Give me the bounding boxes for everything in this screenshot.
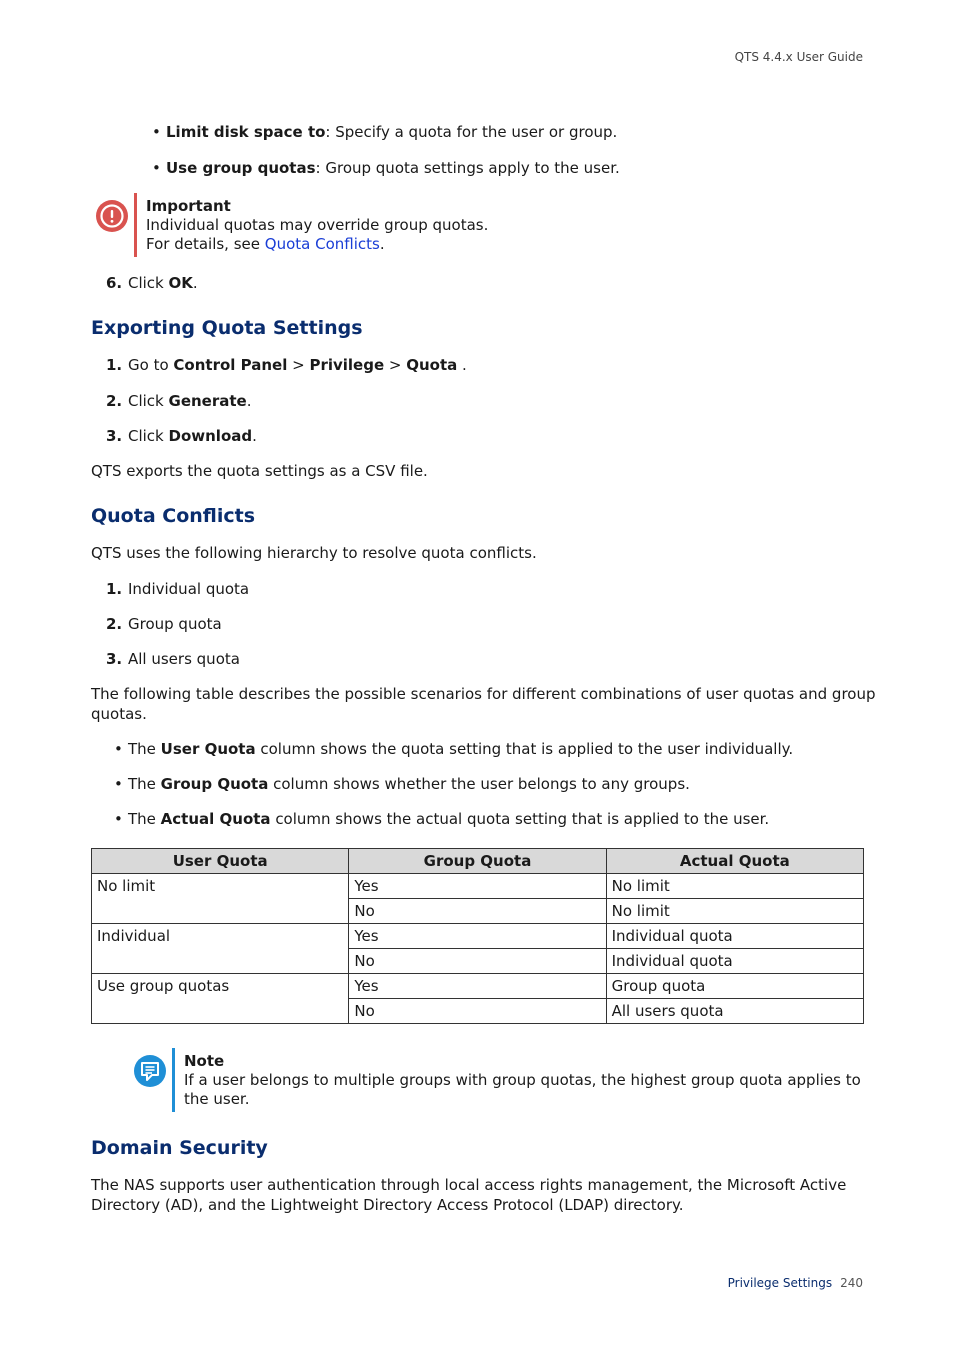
- bullet-text: : Group quota settings apply to the user.: [315, 159, 620, 177]
- table-row: [92, 924, 864, 949]
- bullet-term: Group Quota: [160, 775, 269, 793]
- step-number: 2.: [106, 392, 123, 410]
- note-title: Note: [184, 1052, 225, 1070]
- privilege-label: Privilege: [309, 356, 385, 374]
- table-intro-line: quotas.: [91, 705, 147, 723]
- step-bold: Download: [168, 427, 253, 445]
- important-line1: Individual quotas may override group quotas.: [146, 216, 489, 234]
- step-6: [106, 273, 198, 293]
- actual-quota-cell: Group quota: [606, 974, 863, 999]
- important-title: Important: [146, 197, 231, 215]
- domain-paragraph: [91, 1175, 846, 1215]
- group-quota-cell: Yes: [349, 974, 606, 999]
- step-text: Click: [128, 392, 169, 410]
- column-header-actual-quota: Actual Quota: [606, 849, 863, 874]
- group-quota-cell: No: [349, 999, 606, 1024]
- domain-line: The NAS supports user authentication through local access rights management, the Microsoft Active: [91, 1176, 847, 1194]
- note-line2: the user.: [184, 1090, 250, 1108]
- table-header-row: [92, 849, 864, 874]
- quota-label: Quota: [406, 356, 458, 374]
- bullet-prefix: The: [128, 740, 161, 758]
- group-quota-cell: Yes: [349, 924, 606, 949]
- step-number: 2.: [106, 615, 123, 633]
- bullet-text: : Specify a quota for the user or group.: [325, 123, 618, 141]
- bullet-term: Use group quotas: [166, 159, 316, 177]
- note-line1: If a user belongs to multiple groups with group quotas, the highest group quota applies to: [184, 1071, 861, 1089]
- hierarchy-item: [106, 614, 222, 634]
- actual-quota-cell: All users quota: [606, 999, 863, 1024]
- actual-quota-cell: Individual quota: [606, 924, 863, 949]
- quota-conflicts-table: [91, 848, 864, 1024]
- bullet-dot: •: [114, 810, 123, 828]
- step-suffix: .: [252, 427, 257, 445]
- bullet-prefix: The: [128, 810, 161, 828]
- important-line2: [146, 235, 488, 254]
- step-number: 1.: [106, 356, 123, 374]
- heading-quota-conflicts: Quota Conflicts: [91, 505, 256, 527]
- bullet-limit-disk-space: [152, 122, 617, 142]
- export-result-text: QTS exports the quota settings as a CSV file.: [91, 462, 428, 480]
- hierarchy-text: Individual quota: [128, 580, 250, 598]
- column-bullet-user-quota: [114, 739, 793, 759]
- page-number: 240: [840, 1276, 863, 1290]
- note-icon: [133, 1054, 167, 1088]
- heading-exporting-quota-settings: Exporting Quota Settings: [91, 317, 363, 339]
- export-step-2: [106, 391, 252, 411]
- step-bold: Generate: [168, 392, 247, 410]
- bullet-text: column shows whether the user belongs to any groups.: [268, 775, 690, 793]
- table-intro: [91, 684, 876, 724]
- step-suffix: .: [192, 274, 198, 292]
- step-text: Click: [128, 427, 169, 445]
- path-separator: >: [384, 356, 407, 374]
- export-step-3: [106, 426, 257, 446]
- user-quota-cell: No limit: [92, 874, 349, 924]
- important-bar: [134, 193, 137, 257]
- note-callout: [184, 1052, 861, 1109]
- bullet-dot: •: [152, 123, 161, 141]
- bullet-prefix: The: [128, 775, 161, 793]
- page-footer: [728, 1276, 863, 1290]
- export-step-1: [106, 355, 467, 375]
- document-title: QTS 4.4.x User Guide: [734, 50, 863, 64]
- control-panel-label: Control Panel: [173, 356, 288, 374]
- step-number: 6.: [106, 274, 123, 292]
- bullet-dot: •: [152, 159, 161, 177]
- heading-domain-security: Domain Security: [91, 1137, 268, 1159]
- bullet-dot: •: [114, 740, 123, 758]
- hierarchy-item: [106, 579, 249, 599]
- bullet-text: column shows the quota setting that is applied to the user individually.: [255, 740, 794, 758]
- step-number: 3.: [106, 427, 123, 445]
- group-quota-cell: No: [349, 949, 606, 974]
- column-bullet-group-quota: [114, 774, 690, 794]
- quota-conflicts-link[interactable]: Quota Conflicts: [264, 235, 380, 253]
- table-row: [92, 974, 864, 999]
- step-bold: OK: [168, 274, 193, 292]
- step-number: 3.: [106, 650, 123, 668]
- conflicts-intro: QTS uses the following hierarchy to resolve quota conflicts.: [91, 544, 537, 562]
- column-header-group-quota: Group Quota: [349, 849, 606, 874]
- actual-quota-cell: No limit: [606, 874, 863, 899]
- path-separator: >: [287, 356, 310, 374]
- bullet-term: Actual Quota: [160, 810, 271, 828]
- column-header-user-quota: User Quota: [92, 849, 349, 874]
- group-quota-cell: No: [349, 899, 606, 924]
- step-number: 1.: [106, 580, 123, 598]
- table-row: [92, 874, 864, 899]
- bullet-term: Limit disk space to: [166, 123, 326, 141]
- user-quota-cell: Individual: [92, 924, 349, 974]
- step-suffix: .: [246, 392, 252, 410]
- domain-line: Directory (AD), and the Lightweight Directory Access Protocol (LDAP) directory.: [91, 1196, 684, 1214]
- step-text: Go to: [128, 356, 174, 374]
- hierarchy-item: [106, 649, 240, 669]
- footer-section: Privilege Settings: [727, 1276, 833, 1290]
- user-quota-cell: Use group quotas: [92, 974, 349, 1024]
- bullet-term: User Quota: [160, 740, 256, 758]
- step-text: Click: [128, 274, 169, 292]
- table-intro-line: The following table describes the possible scenarios for different combinations of user quotas and group: [91, 685, 876, 703]
- hierarchy-text: Group quota: [128, 615, 222, 633]
- bullet-text: column shows the actual quota setting that is applied to the user.: [270, 810, 770, 828]
- hierarchy-text: All users quota: [128, 650, 240, 668]
- note-bar: [172, 1048, 175, 1112]
- actual-quota-cell: Individual quota: [606, 949, 863, 974]
- important-callout: [146, 197, 488, 254]
- bullet-dot: •: [114, 775, 123, 793]
- bullet-use-group-quotas: [152, 158, 620, 178]
- step-suffix: .: [457, 356, 467, 374]
- group-quota-cell: Yes: [349, 874, 606, 899]
- important-icon: [95, 199, 129, 233]
- important-line2-suffix: .: [379, 235, 385, 253]
- important-line2-prefix: For details, see: [146, 235, 265, 253]
- actual-quota-cell: No limit: [606, 899, 863, 924]
- column-bullet-actual-quota: [114, 809, 769, 829]
